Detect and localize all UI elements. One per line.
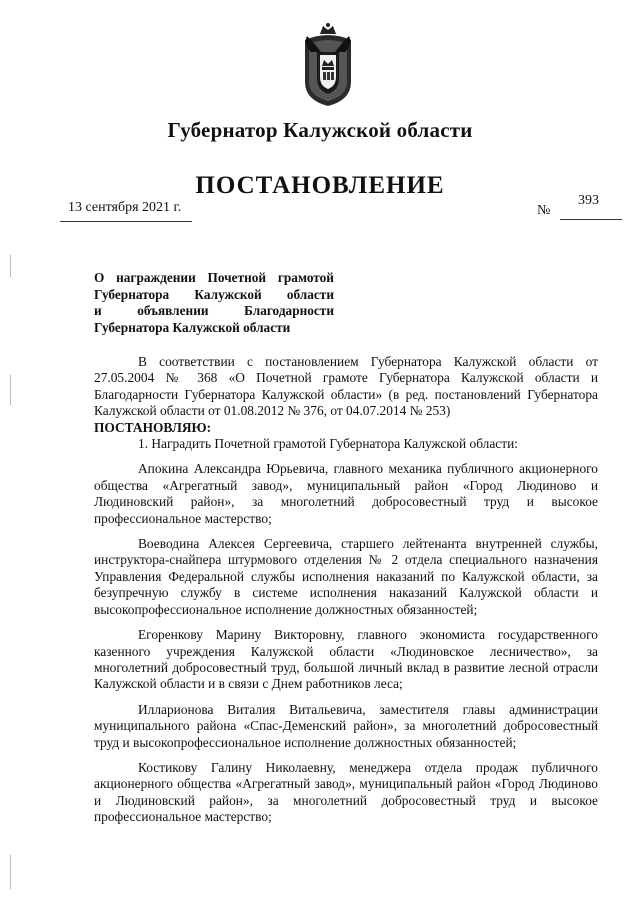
issuer-title: Губернатор Калужской области	[167, 118, 473, 142]
document-number: 393	[578, 193, 599, 208]
awardee-paragraph: Воеводина Алексея Сергеевича, старшего лейтенанта внутренней службы, инструктора-снайпера штурмового отделения № 2 отдела специального назначения Управления Федеральной службы исполнения наказаний по Калужской области, за безупречную службу в системе исполнения наказаний Калужской области и высокопрофессиональное исполнение должностных обязанностей;	[94, 536, 598, 617]
number-underline	[560, 219, 622, 220]
item-1-paragraph: 1. Наградить Почетной грамотой Губернатора Калужской области:	[138, 436, 518, 452]
document-subject	[94, 270, 334, 336]
awardee-paragraph: Апокина Александра Юрьевича, главного механика публичного акционерного общества «Агрегатный завод», муниципальный район «Город Людиново и Людиновский район», за многолетний добросовестный труд и высокое профессиональное мастерство;	[94, 461, 598, 526]
awardee-paragraph: Егоренкову Марину Викторовну, главного экономиста государственного казенного учреждения Калужской области «Людиновское лесничество», за многолетний добросовестный труд, большой личный вклад в развитие лесной отрасли Калужской области и в связи с Днем работников леса;	[94, 627, 598, 692]
awardee-paragraph: Костикову Галину Николаевну, менеджера отдела продаж публичного акционерного общества «Агрегатный завод», муниципальный район «Город Людиново и Людиновский район», за многолетний добросовестный труд и высокое профессиональное мастерство;	[94, 759, 598, 825]
document-body	[94, 354, 598, 826]
date-underline	[60, 221, 192, 222]
subject-line-4: Губернатора Калужской области	[94, 319, 291, 335]
preamble-paragraph: В соответствии с постановлением Губернатора Калужской области от 27.05.2004 № 368 «О Почетной грамоте Губернатора Калужской области и Благодарности Губернатора Калужской области» (в ред. постановлений Губернатора Калужской области от 01.08.2012 № 376, от 04.07.2014 № 253)	[94, 354, 598, 419]
subject-line-1: О награждении Почетной грамотой	[94, 270, 334, 285]
scan-margin-marks	[10, 255, 12, 895]
number-label: №	[537, 203, 551, 218]
subject-line-3: и объявлении Благодарности	[94, 303, 334, 318]
decree-heading: ПОСТАНОВЛЯЮ:	[94, 419, 212, 435]
document-date: 13 сентября 2021 г.	[68, 200, 182, 215]
awardee-paragraph: Илларионова Виталия Витальевича, заместителя главы администрации муниципального района «Спас-Деменский район», за многолетний добросовестный труд и высокопрофессиональное исполнение должностных обязанностей;	[94, 701, 598, 750]
subject-line-2: Губернатора Калужской области	[94, 286, 334, 302]
document-type: ПОСТАНОВЛЕНИЕ	[195, 172, 445, 199]
coat-of-arms-emblem	[299, 22, 357, 108]
